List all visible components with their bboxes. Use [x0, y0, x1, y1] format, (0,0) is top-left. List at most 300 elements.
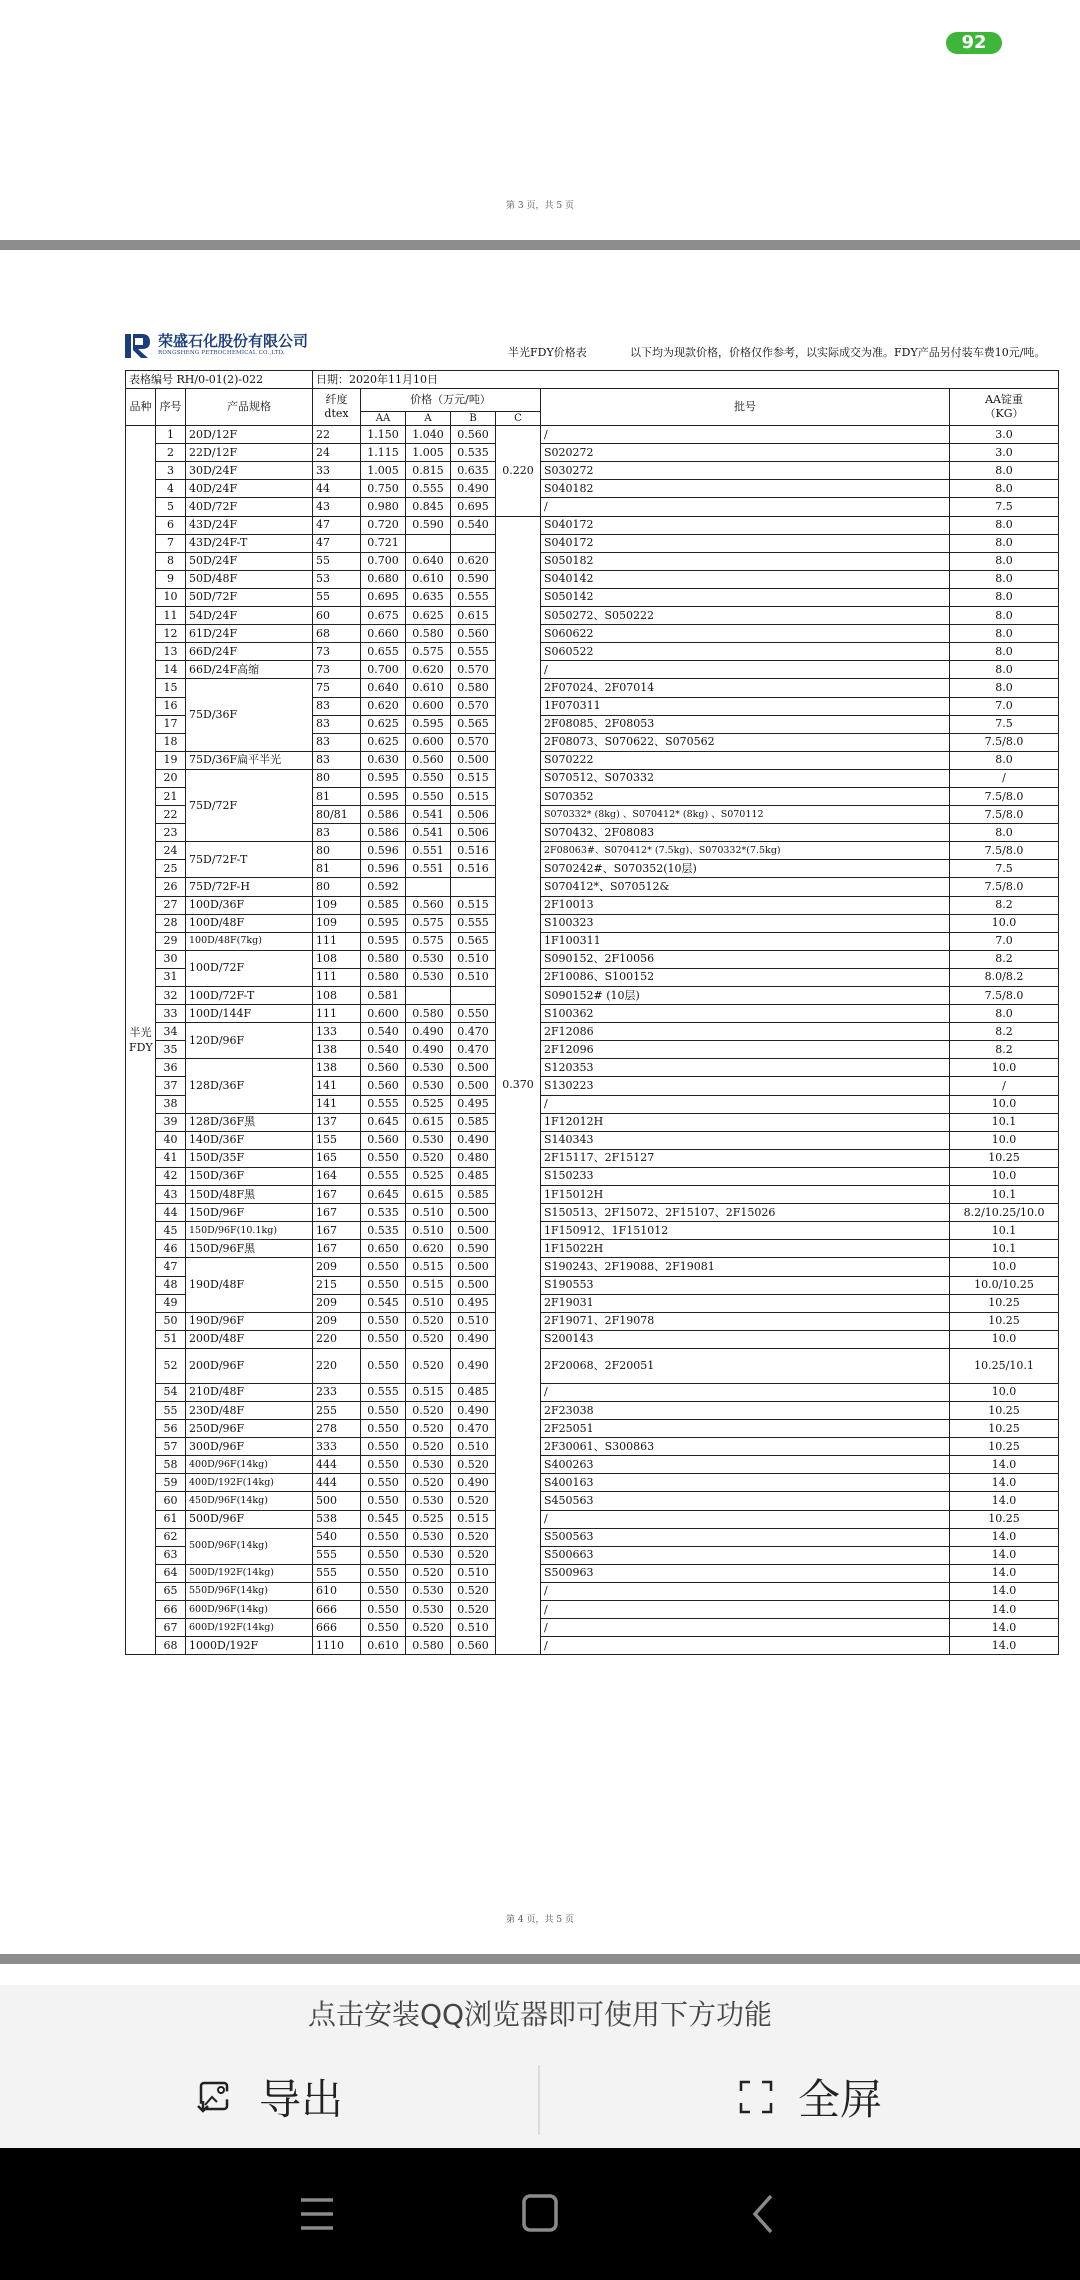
price-aa-cell: 0.550: [361, 1401, 406, 1419]
price-a-cell: 0.515: [406, 1258, 451, 1276]
spec-cell: 30D/24F: [186, 462, 313, 480]
price-a-cell: 0.520: [406, 1438, 451, 1456]
spec-cell: 20D/12F: [186, 426, 313, 444]
header-dtex: 纤度 dtex: [313, 389, 361, 426]
table-row: [126, 1167, 1059, 1185]
dtex-cell: 220: [313, 1330, 361, 1348]
dtex-cell: 81: [313, 860, 361, 878]
table-row: [126, 1059, 1059, 1077]
seq-cell: 32: [156, 987, 186, 1005]
table-row: [126, 1312, 1059, 1330]
price-a-cell: 0.560: [406, 896, 451, 914]
batch-cell: S070412*、S070512&: [541, 878, 950, 896]
price-aa-cell: 0.550: [361, 1438, 406, 1456]
price-aa-cell: 0.595: [361, 787, 406, 805]
weight-cell: 8.2: [950, 1041, 1059, 1059]
seq-cell: 59: [156, 1474, 186, 1492]
batch-cell: S400163: [541, 1474, 950, 1492]
batch-cell: S450563: [541, 1492, 950, 1510]
seq-cell: 6: [156, 516, 186, 534]
seq-cell: 15: [156, 679, 186, 697]
price-b-cell: 0.560: [451, 1637, 496, 1655]
price-a-cell: 0.520: [406, 1401, 451, 1419]
price-aa-cell: 0.535: [361, 1204, 406, 1222]
status-badge: 92: [946, 32, 1002, 54]
weight-cell: 8.0: [950, 607, 1059, 625]
price-aa-cell: 0.545: [361, 1510, 406, 1528]
dtex-cell: 83: [313, 733, 361, 751]
batch-cell: 2F23038: [541, 1401, 950, 1419]
price-b-cell: 0.500: [451, 1258, 496, 1276]
weight-cell: 7.0: [950, 697, 1059, 715]
price-b-cell: 0.540: [451, 516, 496, 534]
weight-cell: 10.25: [950, 1294, 1059, 1312]
dtex-cell: 167: [313, 1186, 361, 1204]
weight-cell: 14.0: [950, 1637, 1059, 1655]
batch-cell: 2F19071、2F19078: [541, 1312, 950, 1330]
price-a-cell: 0.560: [406, 751, 451, 769]
spec-cell: 150D/36F: [186, 1167, 313, 1185]
price-a-cell: 0.515: [406, 1276, 451, 1294]
price-a-cell: 1.005: [406, 444, 451, 462]
weight-cell: /: [950, 1077, 1059, 1095]
table-row: [126, 878, 1059, 896]
weight-cell: 8.0: [950, 679, 1059, 697]
price-a-cell: 0.640: [406, 552, 451, 570]
export-image-icon: [195, 2077, 235, 2117]
batch-cell: S050272、S050222: [541, 607, 950, 625]
price-aa-cell: 1.115: [361, 444, 406, 462]
dtex-cell: 80/81: [313, 806, 361, 824]
dtex-cell: 333: [313, 1438, 361, 1456]
price-aa-cell: 0.540: [361, 1023, 406, 1041]
seq-cell: 41: [156, 1149, 186, 1167]
page-separator: [0, 240, 1080, 250]
dtex-cell: 111: [313, 932, 361, 950]
batch-cell: 2F25051: [541, 1420, 950, 1438]
price-aa-cell: 0.586: [361, 806, 406, 824]
table-row: [126, 1258, 1059, 1276]
price-b-cell: 0.515: [451, 896, 496, 914]
price-a-cell: 0.541: [406, 806, 451, 824]
variety-cell: 半光 FDY: [126, 426, 156, 1655]
price-a-cell: 0.510: [406, 1294, 451, 1312]
spec-cell: 500D/192F(14kg): [186, 1564, 313, 1582]
header-c: C: [496, 412, 541, 426]
price-b-cell: 0.490: [451, 1401, 496, 1419]
dtex-cell: 55: [313, 552, 361, 570]
price-b-cell: 0.470: [451, 1420, 496, 1438]
table-row: [126, 1005, 1059, 1023]
dtex-cell: 80: [313, 842, 361, 860]
price-b-cell: 0.620: [451, 552, 496, 570]
weight-cell: 8.0: [950, 552, 1059, 570]
seq-cell: 3: [156, 462, 186, 480]
price-b-cell: 0.515: [451, 1510, 496, 1528]
price-a-cell: 0.620: [406, 661, 451, 679]
price-aa-cell: 0.555: [361, 1095, 406, 1113]
seq-cell: 23: [156, 824, 186, 842]
weight-cell: 10.1: [950, 1186, 1059, 1204]
price-aa-cell: 0.560: [361, 1059, 406, 1077]
price-b-cell: 0.510: [451, 968, 496, 986]
price-b-cell: 0.500: [451, 1059, 496, 1077]
seq-cell: 51: [156, 1330, 186, 1348]
dtex-cell: 83: [313, 824, 361, 842]
table-row: [126, 498, 1059, 516]
dtex-cell: 33: [313, 462, 361, 480]
batch-cell: 1F100311: [541, 932, 950, 950]
price-b-cell: 0.490: [451, 1348, 496, 1383]
doc-title: 半光FDY价格表: [508, 346, 587, 359]
spec-cell: 150D/96F: [186, 1204, 313, 1222]
weight-cell: 14.0: [950, 1582, 1059, 1600]
price-b-cell: 0.506: [451, 806, 496, 824]
weight-cell: 7.5: [950, 715, 1059, 733]
batch-cell: 2F12086: [541, 1023, 950, 1041]
table-row: [126, 1438, 1059, 1456]
seq-cell: 47: [156, 1258, 186, 1276]
dtex-cell: 43: [313, 498, 361, 516]
dtex-cell: 83: [313, 697, 361, 715]
dtex-cell: 209: [313, 1258, 361, 1276]
price-aa-cell: 0.625: [361, 733, 406, 751]
price-a-cell: 0.525: [406, 1167, 451, 1185]
price-a-cell: 0.520: [406, 1312, 451, 1330]
weight-cell: 7.5/8.0: [950, 733, 1059, 751]
dtex-cell: 80: [313, 878, 361, 896]
price-b-cell: 0.500: [451, 751, 496, 769]
price-aa-cell: 0.595: [361, 932, 406, 950]
price-b-cell: 0.490: [451, 1474, 496, 1492]
seq-cell: 19: [156, 751, 186, 769]
seq-cell: 26: [156, 878, 186, 896]
menu-icon[interactable]: [287, 2190, 347, 2238]
export-button[interactable]: [0, 2047, 538, 2147]
table-row: [126, 1528, 1059, 1546]
price-aa-cell: 0.655: [361, 643, 406, 661]
batch-cell: S100362: [541, 1005, 950, 1023]
batch-cell: S070432、2F08083: [541, 824, 950, 842]
price-a-cell: 0.575: [406, 643, 451, 661]
table-row: [126, 950, 1059, 968]
install-tip[interactable]: 点击安装QQ浏览器即可使用下方功能: [307, 1998, 773, 2031]
price-a-cell: 0.530: [406, 1601, 451, 1619]
weight-cell: 3.0: [950, 426, 1059, 444]
price-aa-cell: 0.586: [361, 824, 406, 842]
spec-cell: 66D/24F高缩: [186, 661, 313, 679]
price-b-cell: 0.480: [451, 1149, 496, 1167]
batch-cell: /: [541, 1637, 950, 1655]
dtex-cell: 109: [313, 914, 361, 932]
price-aa-cell: 0.550: [361, 1149, 406, 1167]
price-aa-cell: 0.540: [361, 1041, 406, 1059]
table-row: [126, 426, 1059, 444]
weight-cell: 10.25: [950, 1401, 1059, 1419]
price-aa-cell: 0.645: [361, 1186, 406, 1204]
price-aa-cell: 0.550: [361, 1348, 406, 1383]
weight-cell: 8.0: [950, 588, 1059, 606]
header-batch: 批号: [541, 389, 950, 426]
price-a-cell: 0.530: [406, 1582, 451, 1600]
weight-cell: 10.0: [950, 1258, 1059, 1276]
table-row: [126, 1510, 1059, 1528]
price-aa-cell: 0.720: [361, 516, 406, 534]
dtex-cell: 141: [313, 1077, 361, 1095]
price-aa-cell: 0.550: [361, 1564, 406, 1582]
price-a-cell: 0.541: [406, 824, 451, 842]
weight-cell: 14.0: [950, 1619, 1059, 1637]
weight-cell: 14.0: [950, 1474, 1059, 1492]
spec-cell: 250D/96F: [186, 1420, 313, 1438]
price-a-cell: 0.625: [406, 607, 451, 625]
weight-cell: 14.0: [950, 1601, 1059, 1619]
dtex-cell: 55: [313, 588, 361, 606]
dtex-cell: 215: [313, 1276, 361, 1294]
dtex-cell: 555: [313, 1546, 361, 1564]
price-b-cell: 0.490: [451, 1131, 496, 1149]
header-variety: 品种: [126, 389, 156, 426]
dtex-cell: 220: [313, 1348, 361, 1383]
batch-cell: S040142: [541, 570, 950, 588]
spec-cell: 54D/24F: [186, 607, 313, 625]
batch-cell: S070352: [541, 787, 950, 805]
price-b-cell: 0.490: [451, 1330, 496, 1348]
batch-cell: S030272: [541, 462, 950, 480]
dtex-cell: 164: [313, 1167, 361, 1185]
price-a-cell: 0.520: [406, 1348, 451, 1383]
seq-cell: 50: [156, 1312, 186, 1330]
dtex-cell: 233: [313, 1383, 361, 1401]
price-b-cell: 0.520: [451, 1528, 496, 1546]
seq-cell: 36: [156, 1059, 186, 1077]
price-a-cell: 0.520: [406, 1420, 451, 1438]
price-aa-cell: 0.535: [361, 1222, 406, 1240]
price-a-cell: 0.551: [406, 860, 451, 878]
dtex-cell: 165: [313, 1149, 361, 1167]
weight-cell: 7.5: [950, 498, 1059, 516]
seq-cell: 29: [156, 932, 186, 950]
price-aa-cell: 0.580: [361, 968, 406, 986]
dtex-cell: 444: [313, 1456, 361, 1474]
weight-cell: 8.0: [950, 534, 1059, 552]
table-row: [126, 534, 1059, 552]
price-a-cell: 0.520: [406, 1619, 451, 1637]
price-b-cell: 0.516: [451, 860, 496, 878]
batch-cell: S140343: [541, 1131, 950, 1149]
price-aa-cell: 0.660: [361, 625, 406, 643]
price-a-cell: [406, 534, 451, 552]
price-a-cell: 0.530: [406, 1456, 451, 1474]
price-aa-cell: 0.620: [361, 697, 406, 715]
weight-cell: 10.0: [950, 1131, 1059, 1149]
spec-cell: 66D/24F: [186, 643, 313, 661]
weight-cell: 10.0: [950, 1167, 1059, 1185]
table-row: [126, 1131, 1059, 1149]
price-b-cell: [451, 878, 496, 896]
table-row: [126, 1619, 1059, 1637]
dtex-cell: 167: [313, 1204, 361, 1222]
price-b-cell: 0.470: [451, 1041, 496, 1059]
spec-cell: 140D/36F: [186, 1131, 313, 1149]
price-aa-cell: 0.595: [361, 914, 406, 932]
company-name: 荣盛石化股份有限公司: [158, 332, 309, 350]
price-aa-cell: 0.645: [361, 1113, 406, 1131]
home-icon[interactable]: [510, 2190, 570, 2238]
seq-cell: 18: [156, 733, 186, 751]
dtex-cell: 80: [313, 769, 361, 787]
price-a-cell: 0.530: [406, 1528, 451, 1546]
spec-cell: 50D/72F: [186, 588, 313, 606]
weight-cell: 7.0: [950, 932, 1059, 950]
system-nav-bar: [0, 2148, 1080, 2280]
header-price: 价格（万元/吨）: [361, 389, 541, 412]
dtex-cell: 209: [313, 1294, 361, 1312]
table-row: [126, 842, 1059, 860]
weight-cell: 8.0: [950, 480, 1059, 498]
price-a-cell: 0.551: [406, 842, 451, 860]
header-a: A: [406, 412, 451, 426]
price-aa-cell: 0.550: [361, 1546, 406, 1564]
spec-cell: 1000D/192F: [186, 1637, 313, 1655]
batch-cell: /: [541, 1619, 950, 1637]
qq-browser-banner: [0, 1985, 1080, 2148]
price-a-cell: 0.580: [406, 1005, 451, 1023]
price-a-cell: 0.520: [406, 1149, 451, 1167]
price-b-cell: 0.535: [451, 444, 496, 462]
seq-cell: 38: [156, 1095, 186, 1113]
spec-cell: 50D/24F: [186, 552, 313, 570]
price-b-cell: 0.580: [451, 679, 496, 697]
weight-cell: 7.5/8.0: [950, 987, 1059, 1005]
seq-cell: 8: [156, 552, 186, 570]
price-b-cell: 0.555: [451, 914, 496, 932]
table-row: [126, 1330, 1059, 1348]
table-row: [126, 1348, 1059, 1383]
price-aa-cell: 0.750: [361, 480, 406, 498]
price-table: [125, 370, 1059, 1655]
dtex-cell: 47: [313, 516, 361, 534]
back-icon[interactable]: [735, 2190, 795, 2238]
weight-cell: 10.0: [950, 1383, 1059, 1401]
table-row: [126, 552, 1059, 570]
price-b-cell: 0.515: [451, 769, 496, 787]
price-a-cell: 0.580: [406, 625, 451, 643]
weight-cell: 8.0: [950, 570, 1059, 588]
dtex-cell: 1110: [313, 1637, 361, 1655]
weight-cell: 10.1: [950, 1240, 1059, 1258]
price-aa-cell: 0.550: [361, 1330, 406, 1348]
seq-cell: 49: [156, 1294, 186, 1312]
price-aa-cell: 0.980: [361, 498, 406, 516]
weight-cell: 10.25: [950, 1438, 1059, 1456]
seq-cell: 65: [156, 1582, 186, 1600]
weight-cell: 3.0: [950, 444, 1059, 462]
price-aa-cell: 0.560: [361, 1077, 406, 1095]
price-b-cell: 0.560: [451, 625, 496, 643]
fullscreen-button[interactable]: [540, 2047, 1080, 2147]
batch-cell: /: [541, 661, 950, 679]
dtex-cell: 540: [313, 1528, 361, 1546]
weight-cell: 8.2/10.25/10.0: [950, 1204, 1059, 1222]
dtex-cell: 53: [313, 570, 361, 588]
spec-cell: 22D/12F: [186, 444, 313, 462]
price-aa-cell: 0.596: [361, 842, 406, 860]
spec-cell: 500D/96F(14kg): [186, 1528, 313, 1564]
seq-cell: 20: [156, 769, 186, 787]
spec-cell: 100D/72F-T: [186, 987, 313, 1005]
batch-cell: S500663: [541, 1546, 950, 1564]
price-aa-cell: 0.585: [361, 896, 406, 914]
table-row: [126, 1474, 1059, 1492]
price-a-cell: 0.550: [406, 787, 451, 805]
table-row: [126, 679, 1059, 697]
price-aa-cell: 0.700: [361, 552, 406, 570]
spec-cell: 230D/48F: [186, 1401, 313, 1419]
dtex-cell: 81: [313, 787, 361, 805]
header-b: B: [451, 412, 496, 426]
seq-cell: 66: [156, 1601, 186, 1619]
price-b-cell: 0.695: [451, 498, 496, 516]
price-a-cell: 0.490: [406, 1023, 451, 1041]
seq-cell: 17: [156, 715, 186, 733]
dtex-cell: 44: [313, 480, 361, 498]
weight-cell: 10.0: [950, 914, 1059, 932]
spec-cell: 300D/96F: [186, 1438, 313, 1456]
dtex-cell: 138: [313, 1059, 361, 1077]
price-b-cell: 0.520: [451, 1546, 496, 1564]
price-b-cell: 0.506: [451, 824, 496, 842]
price-a-cell: 0.550: [406, 769, 451, 787]
dtex-cell: 538: [313, 1510, 361, 1528]
price-a-cell: 0.530: [406, 968, 451, 986]
dtex-cell: 109: [313, 896, 361, 914]
seq-cell: 10: [156, 588, 186, 606]
dtex-cell: 83: [313, 751, 361, 769]
price-a-cell: 0.520: [406, 1330, 451, 1348]
seq-cell: 14: [156, 661, 186, 679]
fullscreen-label: 全屏: [797, 2075, 882, 2124]
batch-cell: 2F10086、S100152: [541, 968, 950, 986]
price-b-cell: 0.515: [451, 787, 496, 805]
weight-cell: 10.0: [950, 1059, 1059, 1077]
price-aa-cell: 0.555: [361, 1167, 406, 1185]
batch-cell: 2F08063#、S070412* (7.5kg)、S070332*(7.5kg): [541, 842, 950, 860]
spec-cell: 43D/24F-T: [186, 534, 313, 552]
price-b-cell: 0.560: [451, 426, 496, 444]
batch-cell: 1F070311: [541, 697, 950, 715]
weight-cell: 10.0/10.25: [950, 1276, 1059, 1294]
price-a-cell: 0.490: [406, 1041, 451, 1059]
price-b-cell: 0.470: [451, 1023, 496, 1041]
seq-cell: 45: [156, 1222, 186, 1240]
dtex-cell: 666: [313, 1601, 361, 1619]
batch-cell: S070242#、S070352(10层): [541, 860, 950, 878]
batch-cell: S060522: [541, 643, 950, 661]
table-row: [126, 516, 1059, 534]
price-aa-cell: 0.550: [361, 1312, 406, 1330]
batch-cell: S070222: [541, 751, 950, 769]
batch-cell: 2F19031: [541, 1294, 950, 1312]
table-row: [126, 896, 1059, 914]
batch-cell: S190243、2F19088、2F19081: [541, 1258, 950, 1276]
dtex-cell: 22: [313, 426, 361, 444]
seq-cell: 37: [156, 1077, 186, 1095]
price-a-cell: 0.525: [406, 1510, 451, 1528]
dtex-cell: 111: [313, 1005, 361, 1023]
dtex-cell: 108: [313, 950, 361, 968]
weight-cell: 10.1: [950, 1113, 1059, 1131]
